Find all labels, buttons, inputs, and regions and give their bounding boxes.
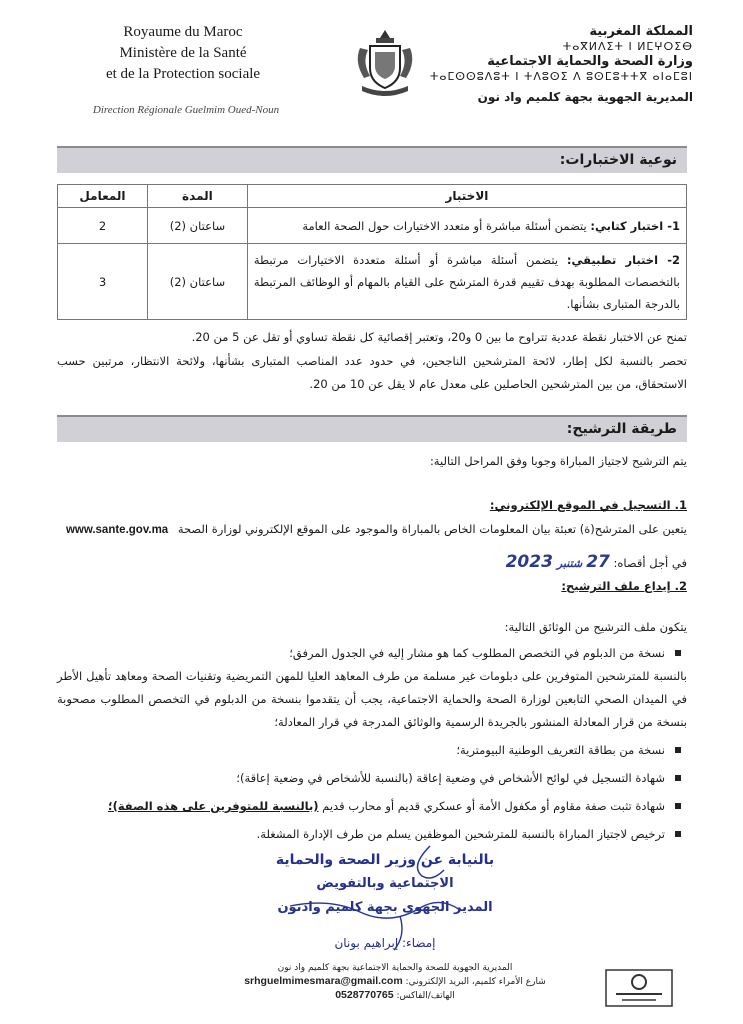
test-desc: يتضمن أسئلة مباشرة أو أسئلة متعددة الاختيارات مرتبطة بالتخصصات المطلوبة بهدف تقييم قدرة المترشح على القيام بالمهام أو الوظائف المرتبطة بالدرجة المتبارى بشأنها. [253,252,680,311]
deadline-row [57,552,687,572]
ranking-note: تحصر بالنسبة لكل إطار، لائحة المترشحين الناجحين، في حدود عدد المناصب المتبارى بشأنها، ولائحة الانتظار، مرتبين حسب الاستحقاق، من بين المترشحين الحاصلين على معدل عام لا يقل عن 10 من 20. [57,354,687,391]
list-item [57,739,687,762]
footer-email-link[interactable]: srhguelmimesmara@gmail.com [244,975,403,987]
col-header-duration: المدة [147,185,247,208]
tests-section-title: نوعية الاختبارات: [57,146,687,173]
header-left-line-3: et de la Protection sociale [105,66,261,82]
step1-heading-row [57,494,687,517]
signature-line-2: الاجتماعية وبالتفويض [316,876,454,891]
header-left-line-2: Ministère de la Santé [119,45,247,61]
header-right-line-3: وزارة الصحة والحماية الاجتماعية [487,54,693,69]
step1-title: 1. التسجيل في الموقع الإلكتروني: [489,498,687,512]
docs-intro: يتكون ملف الترشيح من الوثائق التالية: [504,620,687,634]
duration-cell: ساعتان (2) [147,244,247,320]
header-right [393,24,693,105]
coef-cell: 2 [58,208,148,244]
step1-text: يتعين على المترشح(ة) تعبئة بيان المعلومات الخاص بالمباراة والموجود على الموقع الإلكتروني لوزارة الصحة [177,522,687,536]
deadline-day: 27 [586,552,610,572]
deadline-month: شتنبر [556,557,583,570]
table-row [58,244,687,320]
footer-phone-label: الهاتف/الفاكس: [396,991,455,1001]
footer-phone: 0528770765 [335,989,394,1001]
header-left-subtitle: Direction Régionale Guelmim Oued-Noun [92,104,280,116]
test-cell [247,208,686,244]
table-row [58,208,687,244]
doc-text: شهادة تثبت صفة مقاوم أو مكفول الأمة أو عسكري قديم أو محارب قديم [318,799,665,813]
list-item [57,642,687,734]
test-cell [247,244,686,320]
duration-cell: ساعتان (2) [147,208,247,244]
test-title: 2- اختبار تطبيقي: [566,252,680,267]
step1-text-row [57,518,687,542]
header-left [58,22,308,116]
step2-heading-row [57,575,687,598]
deadline-year: 2023 [505,552,553,572]
coef-cell: 3 [58,244,148,320]
signature-line-1: بالنيابة عن وزير الصحة والحماية [275,852,495,868]
handwritten-signature-icon [250,836,520,956]
col-header-test: الاختبار [247,185,686,208]
doc-bold: (بالنسبة للمتوفرين على هذه الصفة)؛ [107,799,319,813]
header-right-line-4: ⵜⴰⵎⵙⵙⵓⴷⵓⵜ ⵏ ⵜⴷⵓⵙⵉ ⴷ ⵓⵙⵎⵓⵜⵜⴳ ⴰⵏⴰⵎⵓⵏ [429,70,693,83]
deadline-label: في أجل أقصاه: [613,556,687,570]
list-item [57,767,687,790]
col-header-coef: المعامل [58,185,148,208]
footer-address: شارع الأمراء كلميم، البريد الإلكتروني: [405,977,546,987]
header-right-direction: المديرية الجهوية بجهة كلميم واد نون [477,90,693,104]
footer [180,962,610,1003]
doc-extra: بالنسبة للمترشحين المتوفرين على دبلومات غير مسلمة من طرف المعاهد العليا للمهن التمريضية وتقنيات الصحة ومعاهد تأهيل الأطر في الميدان الصحي التابعين لوزارة الصحة والحماية الاجتماعية، يجب أن يتقدموا بنسخة من الدبلوم في التخصص المطلوب مصحوبة بنسخة من قرار المعادلة المنشور بالجريدة الرسمية والوثائق المدرجة في قرار المعادلة؛ [57,669,687,729]
header-right-line-1: المملكة المغربية [589,24,693,39]
signature-line-3: المدير الجهوي بجهة كلميم وادنون [277,900,493,915]
footer-line-1: المديرية الجهوية للصحة والحماية الاجتماعية بجهة كلميم واد نون [277,963,513,973]
doc-text: شهادة التسجيل في لوائح الأشخاص في وضعية إعاقة (بالنسبة للأشخاص في وضعية إعاقة)؛ [236,771,665,785]
tests-table [57,184,687,320]
header-right-line-2: ⵜⴰⴳⵍⴷⵉⵜ ⵏ ⵍⵎⵖⵔⵉⴱ [562,40,693,53]
scoring-note: تمنح عن الاختبار نقطة عددية تتراوح ما بين 0 و20، وتعتبر إقصائية كل نقطة تساوي أو تقل عن 5 من 20. [191,330,687,344]
test-desc: يتضمن أسئلة مباشرة أو متعدد الاختيارات حول الصحة العامة [302,218,591,233]
test-title: 1- اختبار كتابي: [590,218,680,233]
signature-line-4: إمضاء: إبراهيم بونان [334,936,436,950]
list-item [57,795,687,818]
step2-title: 2. إيداع ملف الترشيح: [561,579,687,593]
application-section-title: طريقة الترشيح: [57,415,687,442]
doc-text: ترخيص لاجتياز المباراة بالنسبة للمترشحين الموظفين يسلم من طرف الإدارة المشغلة. [256,827,665,841]
application-intro: يتم الترشيح لاجتياز المباراة وجوبا وفق المراحل التالية: [429,454,687,468]
ministry-logo-icon [604,964,674,1010]
documents-list [57,642,687,851]
ministry-website-link[interactable]: www.sante.gov.ma [65,524,169,536]
doc-text: نسخة من بطاقة التعريف الوطنية البيومترية؛ [456,743,665,757]
deadline-stamp [506,552,610,572]
doc-text: نسخة من الدبلوم في التخصص المطلوب كما هو مشار إليه في الجدول المرفق؛ [289,646,665,660]
header-left-line-1: Royaume du Maroc [123,24,243,40]
signature-stamp [250,850,520,962]
